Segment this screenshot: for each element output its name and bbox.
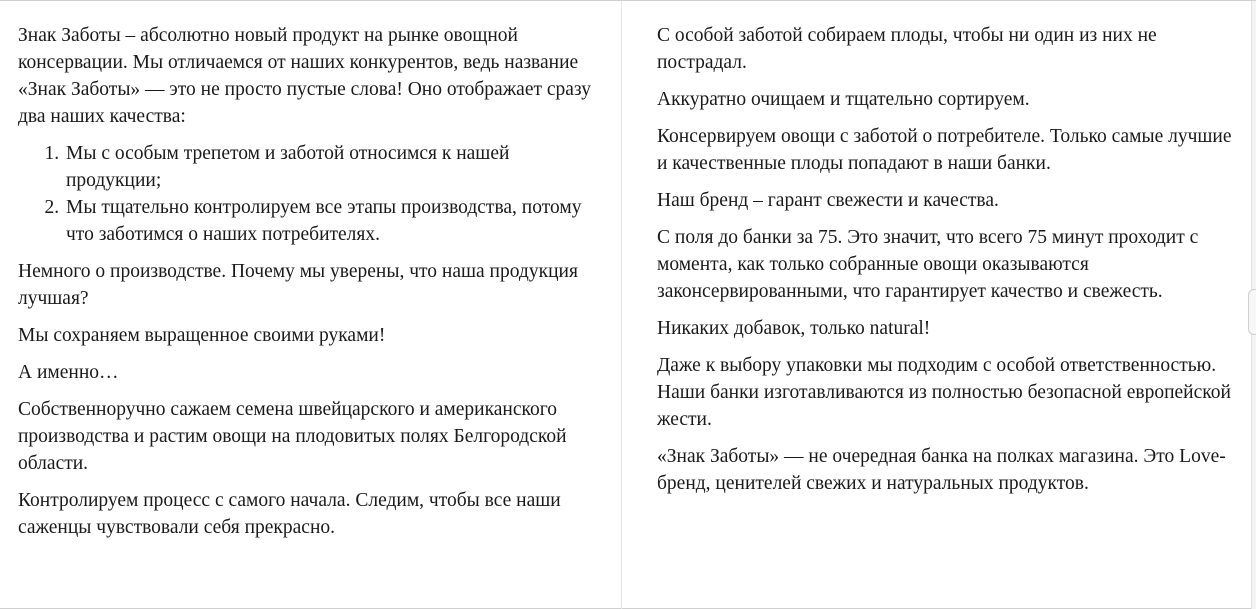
scroll-handle[interactable] (1248, 289, 1256, 335)
sort-paragraph: Аккуратно очищаем и тщательно сортируем. (657, 89, 1030, 110)
control-paragraph: Контролируем процесс с самого начала. Следим, чтобы все наши саженцы чувствовали себя прекрасно. (18, 490, 561, 538)
natural-paragraph: Никаких добавок, только natural! (657, 318, 931, 339)
preserve-paragraph: Консервируем овощи с заботой о потребителе. Только самые лучшие и качественные плоды попадают в наши банки. (657, 126, 1232, 174)
list-item: 1. Мы с особым трепетом и заботой относимся к нашей продукции; (64, 140, 598, 194)
seeds-paragraph: Собственноручно сажаем семена швейцарского и американского производства и растим овощи на плодовитых полях Белгородской области. (18, 399, 567, 474)
field-to-jar-paragraph: С поля до банки за 75. Это значит, что всего 75 минут проходит с момента, как только собранные овощи оказываются законсервированными, что гарантирует качество и свежесть. (657, 227, 1199, 302)
grow-paragraph: Мы сохраняем выращенное своими руками! (18, 325, 386, 346)
production-paragraph: Немного о производстве. Почему мы уверены, что наша продукция лучшая? (18, 261, 578, 309)
left-column (18, 22, 598, 551)
package-paragraph: Даже к выбору упаковки мы подходим с особой ответственностью. Наши банки изготавливаются из полностью безопасной европейской жести. (657, 355, 1231, 430)
intro-paragraph: Знак Заботы – абсолютно новый продукт на рынке овощной консервации. Мы отличаемся от наших конкурентов, ведь название «Знак Заботы» — это не просто пустые слова! Оно отображает сразу два наших качества: (18, 25, 591, 127)
right-column (657, 22, 1232, 507)
scrollbar[interactable] (1251, 1, 1256, 609)
list-item: 2. Мы тщательно контролируем все этапы производства, потому что заботимся о наших потребителях. (64, 194, 598, 248)
qualities-list (18, 140, 598, 248)
namely-paragraph: А именно… (18, 362, 119, 383)
column-divider (621, 1, 622, 609)
brand-paragraph: Наш бренд – гарант свежести и качества. (657, 190, 999, 211)
love-brand-paragraph: «Знак Заботы» — не очередная банка на полках магазина. Это Love-бренд, ценителей свежих и натуральных продуктов. (657, 446, 1226, 494)
collect-paragraph: С особой заботой собираем плоды, чтобы ни один из них не пострадал. (657, 25, 1157, 73)
